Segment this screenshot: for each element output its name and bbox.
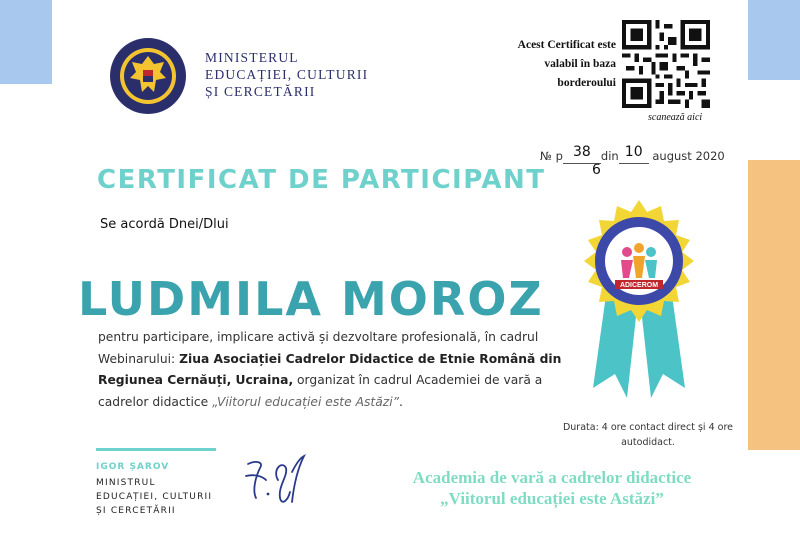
registration-number <box>540 144 725 164</box>
signatory-name: IGOR ȘAROV <box>96 462 170 472</box>
body-text-part: organizat în cadrul Academiei de vară a cadrelor didactice <box>98 373 543 409</box>
academy-footer <box>392 467 712 509</box>
event-name: Ziua Asociației Cadrelor Didactice de Etnie Română din Regiunea Cernăuți, Ucraina, <box>98 351 562 387</box>
ministry-name <box>205 49 368 100</box>
body-text-part: pentru participare, implicare activă și dezvoltare profesională, în cadrul Webinarului: <box>98 330 539 366</box>
ministry-line: ȘI CERCETĂRII <box>205 84 316 99</box>
registration-number-value: 38 <box>573 144 591 160</box>
ministry-line: MINISTERUL <box>205 50 299 65</box>
registration-prefix: № p <box>540 149 563 163</box>
recipient-name: LUDMILA MOROZ <box>78 272 544 326</box>
validity-note <box>498 36 616 93</box>
academy-footer-line: „Viitorul educației este Astăzi” <box>440 489 664 508</box>
registration-from: din <box>600 149 619 163</box>
duration-note: Durata: 4 ore contact direct și 4 ore autodidact. <box>562 422 734 448</box>
corner-decoration-top-right <box>748 0 800 80</box>
certificate-title: CERTIFICAT DE PARTICIPANT <box>97 165 546 195</box>
signatory-role <box>96 476 212 518</box>
validity-line: valabil în baza <box>544 58 616 70</box>
signature-line <box>96 448 216 451</box>
academy-footer-line: Academia de vară a cadrelor didactice <box>412 468 692 487</box>
award-rosette-icon <box>563 198 715 418</box>
validity-line: Acest Certificat este <box>517 39 616 51</box>
moldova-coat-of-arms-seal-icon <box>108 36 188 116</box>
body-text-end: . <box>398 394 403 409</box>
registration-day: 10 <box>624 144 643 160</box>
signatory-role-line: ȘI CERCETĂRII <box>96 506 176 516</box>
qr-code-icon[interactable] <box>622 20 710 108</box>
academy-motto: „Viitorul educației este Astăzi” <box>212 394 399 409</box>
signatory-role-line: EDUCAȚIEI, CULTURII <box>96 492 213 502</box>
registration-month-year: august 2020 <box>652 149 725 163</box>
side-decoration-bar <box>748 160 800 450</box>
handwritten-signature-icon <box>238 450 318 510</box>
awarded-to-label: Se acordă Dnei/Dlui <box>100 217 229 232</box>
rosette-logo-text: ADICEROM <box>619 282 659 289</box>
registration-number-second: 6 <box>592 162 601 178</box>
certificate-body <box>98 327 568 413</box>
signatory-role-line: MINISTRUL <box>96 478 156 488</box>
scan-here-label: scanează aici <box>648 112 703 123</box>
validity-line: borderoului <box>557 77 616 89</box>
corner-decoration-top-left <box>0 0 52 84</box>
ministry-line: EDUCAȚIEI, CULTURII <box>205 67 369 82</box>
